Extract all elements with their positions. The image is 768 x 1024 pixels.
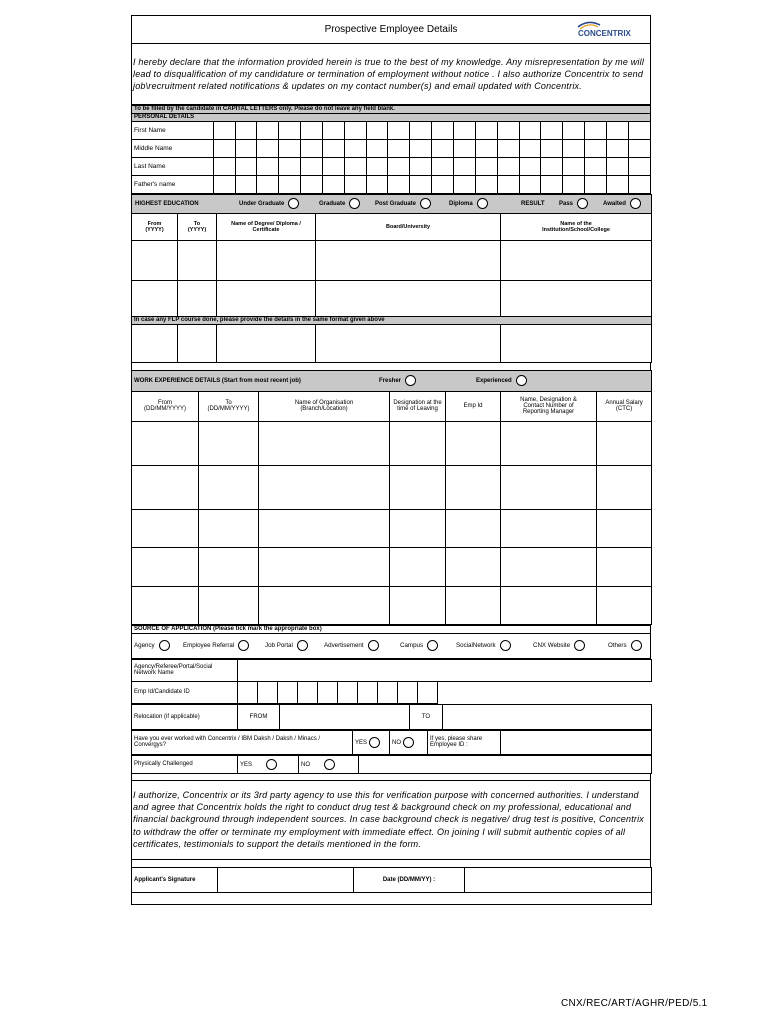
physically-challenged-label: Physically Challenged: [132, 755, 238, 773]
option-pass: [559, 198, 603, 209]
col-emp-id: Emp Id: [446, 391, 501, 421]
first-name-box[interactable]: [344, 121, 366, 139]
to-label: TO: [410, 704, 443, 729]
if-yes-label: If yes, please share Employee ID :: [428, 730, 501, 754]
last-name-box[interactable]: [475, 157, 497, 175]
advertisement-radio[interactable]: [368, 640, 379, 651]
emp-id-box[interactable]: [318, 681, 338, 703]
physically-yes-radio[interactable]: [266, 759, 277, 770]
middle-name-box[interactable]: [344, 139, 366, 157]
job-portal-radio[interactable]: [297, 640, 308, 651]
first-name-box[interactable]: [628, 121, 650, 139]
work-cell[interactable]: [501, 465, 597, 509]
work-cell[interactable]: [259, 421, 390, 465]
work-cell[interactable]: [199, 421, 259, 465]
work-cell[interactable]: [597, 586, 652, 624]
date-label: Date (DD/MM/YY) :: [354, 867, 465, 892]
option-employee-referral: [181, 640, 263, 651]
emp-id-box[interactable]: [258, 681, 278, 703]
col-salary: Annual Salary (CTC): [597, 391, 652, 421]
source-table: [131, 625, 651, 659]
col-board: Board/University: [316, 213, 501, 240]
middle-name-label: Middle Name: [132, 139, 214, 157]
col-institution: Name of the Institution/School/College: [501, 213, 652, 240]
last-name-box[interactable]: [410, 157, 432, 175]
last-name-label: Last Name: [132, 157, 214, 175]
edu-cell[interactable]: [217, 240, 316, 280]
personal-details-header: PERSONAL DETAILS: [132, 113, 651, 121]
job-portal-label: Job Portal: [265, 642, 293, 650]
emp-id-box[interactable]: [238, 681, 258, 703]
work-cell[interactable]: [390, 465, 446, 509]
middle-name-box[interactable]: [454, 139, 476, 157]
fathers-name-box[interactable]: [366, 175, 388, 193]
declaration-table: [131, 43, 651, 105]
authorization-table: [131, 780, 651, 860]
relocation-label: Relocation (if applicable): [132, 704, 238, 729]
fathers-name-box[interactable]: [301, 175, 323, 193]
under-graduate-radio[interactable]: [288, 198, 299, 209]
work-cell[interactable]: [501, 586, 597, 624]
first-name-box[interactable]: [541, 121, 563, 139]
last-name-box[interactable]: [585, 157, 607, 175]
diploma-radio[interactable]: [477, 198, 488, 209]
middle-name-box[interactable]: [475, 139, 497, 157]
edu-cell[interactable]: [501, 280, 652, 316]
title-table: [131, 15, 651, 43]
fathers-name-box[interactable]: [519, 175, 541, 193]
first-name-box[interactable]: [279, 121, 301, 139]
first-name-box[interactable]: [213, 121, 235, 139]
fathers-name-box[interactable]: [585, 175, 607, 193]
awaited-label: Awaited: [603, 201, 626, 208]
option-cnx-website: [531, 640, 606, 651]
flp-cell[interactable]: [178, 324, 217, 362]
physically-challenged-table: [131, 755, 652, 774]
fathers-name-box[interactable]: [606, 175, 628, 193]
work-cell[interactable]: [597, 547, 652, 586]
last-name-box[interactable]: [235, 157, 257, 175]
work-cell[interactable]: [501, 509, 597, 547]
physically-blank: [359, 755, 652, 773]
education-header: HIGHEST EDUCATION: [135, 200, 199, 207]
last-name-box[interactable]: [322, 157, 344, 175]
emp-id-blank: [438, 681, 652, 703]
first-name-label: First Name: [132, 121, 214, 139]
first-name-box[interactable]: [454, 121, 476, 139]
capital-note: To be filled by the candidate in CAPITAL LETTERS only. Please do not leave any field blank.: [132, 105, 651, 113]
diploma-label: Diploma: [449, 201, 473, 208]
fathers-name-box[interactable]: [628, 175, 650, 193]
middle-name-box[interactable]: [585, 139, 607, 157]
first-name-box[interactable]: [432, 121, 454, 139]
flp-cell[interactable]: [316, 324, 501, 362]
worked-yes-radio[interactable]: [369, 737, 380, 748]
flp-cell[interactable]: [132, 324, 178, 362]
personal-details-table: [131, 105, 651, 194]
work-cell[interactable]: [390, 509, 446, 547]
agency-radio[interactable]: [159, 640, 170, 651]
middle-name-box[interactable]: [606, 139, 628, 157]
physically-no-radio[interactable]: [324, 759, 335, 770]
education-table: [131, 194, 652, 363]
edu-cell[interactable]: [316, 240, 501, 280]
work-cell[interactable]: [132, 547, 199, 586]
edu-cell[interactable]: [132, 280, 178, 316]
first-name-box[interactable]: [585, 121, 607, 139]
employee-referral-radio[interactable]: [238, 640, 249, 651]
first-name-box[interactable]: [257, 121, 279, 139]
first-name-box[interactable]: [366, 121, 388, 139]
work-cell[interactable]: [132, 465, 199, 509]
first-name-box[interactable]: [475, 121, 497, 139]
middle-name-box[interactable]: [322, 139, 344, 157]
others-label: Others: [608, 642, 627, 650]
option-agency: [132, 640, 181, 651]
work-cell[interactable]: [132, 421, 199, 465]
first-name-box[interactable]: [388, 121, 410, 139]
col-from: From (YYYY): [132, 213, 178, 240]
work-cell[interactable]: [597, 465, 652, 509]
flp-note: In case any FLP course done, please provide the details in the same format given above: [132, 316, 652, 324]
work-cell[interactable]: [501, 547, 597, 586]
fathers-name-box[interactable]: [257, 175, 279, 193]
edu-cell[interactable]: [217, 280, 316, 316]
authorization-text: I authorize, Concentrix or its 3rd party agency to use this for verification purpose with concerned authorities. I understand and agree that Concentrix holds the right to conduct drug test & background check on my professional, educational and financial background through independent sources. In case background check is negative/ drug test is positive, Concentrix to withdraw the offer or terminate my employment with immediate effect. On joining I will submit authentic copies of all certificates, testimonials to support the details mentioned in the form.: [132, 780, 651, 859]
agency-label: Agency: [134, 642, 155, 650]
title-cell: [132, 16, 651, 43]
option-experienced: [476, 375, 527, 386]
work-cell[interactable]: [259, 465, 390, 509]
signature-label: Applicant's Signature: [132, 867, 218, 892]
last-name-box[interactable]: [279, 157, 301, 175]
last-name-box[interactable]: [344, 157, 366, 175]
middle-name-box[interactable]: [388, 139, 410, 157]
col-designation: Designation at the time of Leaving: [390, 391, 446, 421]
date-field[interactable]: [465, 867, 652, 892]
option-advertisement: [322, 640, 398, 651]
last-name-box[interactable]: [519, 157, 541, 175]
work-cell[interactable]: [390, 547, 446, 586]
col-work-to: To (DD/MM/YYYY): [199, 391, 259, 421]
employee-form: [131, 15, 651, 905]
fathers-name-box[interactable]: [475, 175, 497, 193]
under-graduate-label: Under Graduate: [239, 201, 285, 208]
gap: [131, 860, 651, 867]
cnx-website-radio[interactable]: [574, 640, 585, 651]
declaration-text: I hereby declare that the information provided herein is true to the best of my knowledge. Any misrepresentation by me will lead to disqualification of my candidature or termination of employment without notice . I also authorize Concentrix to send job\recruitment related notifications & updates on my contact number(s) and email updated with Concentrix.: [132, 43, 651, 104]
work-cell[interactable]: [390, 586, 446, 624]
edu-cell[interactable]: [501, 240, 652, 280]
col-organisation: Name of Organisation (Branch/Location): [259, 391, 390, 421]
previous-employee-id-field[interactable]: [501, 730, 652, 754]
relocation-to-field[interactable]: [443, 704, 652, 729]
fresher-label: Fresher: [379, 378, 402, 385]
middle-name-box[interactable]: [563, 139, 585, 157]
fathers-name-box[interactable]: [432, 175, 454, 193]
middle-name-box[interactable]: [628, 139, 650, 157]
emp-id-label: Emp Id/Candidate ID: [132, 681, 238, 703]
emp-id-box[interactable]: [298, 681, 318, 703]
bottom-blank-row: [132, 892, 652, 904]
awaited-radio[interactable]: [630, 198, 641, 209]
agency-name-field[interactable]: [238, 659, 652, 681]
fathers-name-label: Father's name: [132, 175, 214, 193]
fathers-name-box[interactable]: [235, 175, 257, 193]
document-code: CNX/REC/ART/AGHR/PED/5.1: [561, 998, 708, 1009]
worked-yes-option: [353, 730, 390, 754]
graduate-label: Graduate: [319, 201, 346, 208]
physically-no-option: [299, 755, 359, 773]
edu-cell[interactable]: [178, 280, 217, 316]
yes-label: YES: [355, 739, 368, 746]
last-name-box[interactable]: [366, 157, 388, 175]
flp-cell[interactable]: [217, 324, 316, 362]
work-cell[interactable]: [132, 586, 199, 624]
last-name-box[interactable]: [541, 157, 563, 175]
fathers-name-box[interactable]: [563, 175, 585, 193]
work-cell[interactable]: [390, 421, 446, 465]
no-label: NO: [301, 761, 310, 768]
middle-name-box[interactable]: [497, 139, 519, 157]
source-header: SOURCE OF APPLICATION (Please tick mark the appropriate box): [132, 625, 651, 633]
pass-label: Pass: [559, 201, 574, 208]
first-name-box[interactable]: [322, 121, 344, 139]
middle-name-box[interactable]: [235, 139, 257, 157]
work-cell[interactable]: [597, 509, 652, 547]
first-name-box[interactable]: [606, 121, 628, 139]
work-cell[interactable]: [597, 421, 652, 465]
col-degree: Name of Degree/ Diploma / Certificate: [217, 213, 316, 240]
last-name-box[interactable]: [432, 157, 454, 175]
option-campus: [398, 640, 454, 651]
social-network-radio[interactable]: [500, 640, 511, 651]
pass-radio[interactable]: [577, 198, 588, 209]
fathers-name-box[interactable]: [322, 175, 344, 193]
first-name-box[interactable]: [301, 121, 323, 139]
education-header-row: [132, 194, 652, 213]
work-cell[interactable]: [259, 547, 390, 586]
middle-name-box[interactable]: [519, 139, 541, 157]
form-title: Prospective Employee Details: [324, 23, 458, 35]
option-job-portal: [263, 640, 322, 651]
option-fresher: [379, 375, 476, 386]
option-others: [606, 640, 642, 651]
signature-table: [131, 867, 652, 905]
experienced-radio[interactable]: [516, 375, 527, 386]
work-cell[interactable]: [199, 547, 259, 586]
edu-cell[interactable]: [316, 280, 501, 316]
work-cell[interactable]: [446, 547, 501, 586]
worked-before-label: Have you ever worked with Concentrix / IBM Daksh / Daksh / Minacs / Convergys?: [132, 730, 353, 754]
work-cell[interactable]: [501, 421, 597, 465]
first-name-box[interactable]: [563, 121, 585, 139]
work-experience-table: [131, 370, 652, 625]
physically-yes-option: [238, 755, 299, 773]
work-header-row: [132, 370, 652, 391]
social-network-label: SocialNetwork: [456, 642, 496, 650]
col-to: To (YYYY): [178, 213, 217, 240]
agency-name-label: Agency/Referee/Portal/Social Network Name: [132, 659, 238, 681]
first-name-box[interactable]: [519, 121, 541, 139]
emp-id-box[interactable]: [378, 681, 398, 703]
emp-id-box[interactable]: [398, 681, 418, 703]
emp-id-box[interactable]: [358, 681, 378, 703]
first-name-box[interactable]: [497, 121, 519, 139]
post-graduate-label: Post Graduate: [375, 201, 417, 208]
middle-name-box[interactable]: [279, 139, 301, 157]
concentrix-logo: [574, 19, 644, 41]
middle-name-box[interactable]: [213, 139, 235, 157]
first-name-box[interactable]: [235, 121, 257, 139]
middle-name-box[interactable]: [541, 139, 563, 157]
last-name-box[interactable]: [497, 157, 519, 175]
fathers-name-box[interactable]: [344, 175, 366, 193]
advertisement-label: Advertisement: [324, 642, 364, 650]
last-name-box[interactable]: [454, 157, 476, 175]
work-cell[interactable]: [259, 509, 390, 547]
relocation-table: [131, 704, 652, 730]
fathers-name-box[interactable]: [541, 175, 563, 193]
worked-no-option: [390, 730, 428, 754]
work-cell[interactable]: [446, 421, 501, 465]
emp-id-box[interactable]: [338, 681, 358, 703]
fathers-name-box[interactable]: [454, 175, 476, 193]
source-detail-table: [131, 659, 652, 704]
work-cell[interactable]: [446, 465, 501, 509]
source-options-row: [132, 633, 651, 658]
campus-radio[interactable]: [427, 640, 438, 651]
first-name-box[interactable]: [410, 121, 432, 139]
yes-label: YES: [240, 761, 253, 768]
middle-name-box[interactable]: [432, 139, 454, 157]
col-reporting-manager: Name, Designation & Contact Number of Reporting Manager: [501, 391, 597, 421]
graduate-radio[interactable]: [349, 198, 360, 209]
from-label: FROM: [238, 704, 280, 729]
work-cell[interactable]: [199, 465, 259, 509]
gap: [131, 363, 651, 370]
fresher-radio[interactable]: [405, 375, 416, 386]
fathers-name-box[interactable]: [497, 175, 519, 193]
emp-id-box[interactable]: [418, 681, 438, 703]
last-name-box[interactable]: [257, 157, 279, 175]
logo-text: CONCENTRIX: [578, 29, 631, 38]
option-post-graduate: [375, 198, 449, 209]
worked-before-table: [131, 730, 652, 755]
fathers-name-box[interactable]: [410, 175, 432, 193]
option-under-graduate: [239, 198, 319, 209]
edu-cell[interactable]: [178, 240, 217, 280]
middle-name-box[interactable]: [366, 139, 388, 157]
others-radio[interactable]: [631, 640, 642, 651]
campus-label: Campus: [400, 642, 424, 650]
work-cell[interactable]: [199, 586, 259, 624]
fathers-name-box[interactable]: [388, 175, 410, 193]
flp-cell[interactable]: [501, 324, 652, 362]
last-name-box[interactable]: [388, 157, 410, 175]
option-awaited: [603, 198, 641, 209]
fathers-name-box[interactable]: [279, 175, 301, 193]
result-label: RESULT: [521, 200, 545, 207]
edu-cell[interactable]: [132, 240, 178, 280]
work-cell[interactable]: [446, 509, 501, 547]
fathers-name-box[interactable]: [213, 175, 235, 193]
middle-name-box[interactable]: [257, 139, 279, 157]
work-cell[interactable]: [446, 586, 501, 624]
last-name-box[interactable]: [563, 157, 585, 175]
work-cell[interactable]: [199, 509, 259, 547]
work-cell[interactable]: [132, 509, 199, 547]
middle-name-box[interactable]: [301, 139, 323, 157]
last-name-box[interactable]: [213, 157, 235, 175]
relocation-from-field[interactable]: [280, 704, 410, 729]
cnx-website-label: CNX Website: [533, 642, 571, 650]
work-header: WORK EXPERIENCE DETAILS (Start from most recent job): [134, 377, 301, 384]
emp-id-box[interactable]: [278, 681, 298, 703]
middle-name-box[interactable]: [410, 139, 432, 157]
work-cell[interactable]: [259, 586, 390, 624]
signature-field[interactable]: [218, 867, 354, 892]
experienced-label: Experienced: [476, 378, 512, 385]
last-name-box[interactable]: [628, 157, 650, 175]
option-social-network: [454, 640, 531, 651]
post-graduate-radio[interactable]: [420, 198, 431, 209]
col-work-from: From (DD/MM/YYYY): [132, 391, 199, 421]
last-name-box[interactable]: [606, 157, 628, 175]
option-graduate: [319, 198, 375, 209]
no-label: NO: [392, 739, 401, 746]
employee-referral-label: Employee Referral: [183, 642, 235, 650]
option-diploma: [449, 198, 521, 209]
worked-no-radio[interactable]: [403, 737, 414, 748]
last-name-box[interactable]: [301, 157, 323, 175]
